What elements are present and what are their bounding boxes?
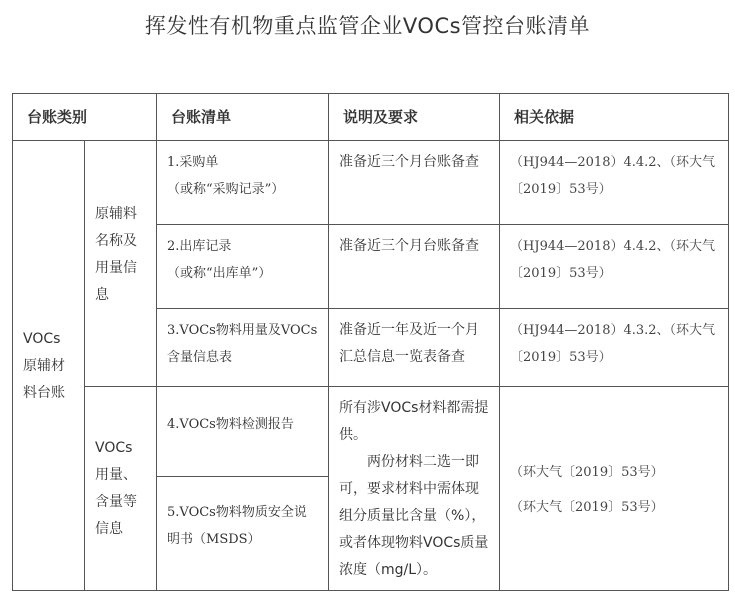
group1-label-cell (85, 141, 157, 387)
category-label: VOCs原辅材料台账 (23, 331, 65, 401)
requirement-cell (329, 225, 500, 309)
ledger-table (12, 93, 729, 591)
item-cell (157, 225, 329, 309)
item-subtitle: （或称“采购记录”） (167, 182, 285, 197)
item-cell (157, 387, 329, 477)
page-title: 挥发性有机物重点监管企业VOCs管控台账清单 (144, 14, 591, 38)
requirement-cell (329, 309, 500, 387)
group2-label: VOCs用量、含量等信息 (95, 440, 137, 537)
table-header-row (13, 94, 729, 141)
item-subtitle: （或称“出库单”） (167, 266, 272, 281)
requirement-text: 所有涉VOCs材料都需提供。 (339, 400, 489, 443)
requirement-text: 两份材料二选一即可，要求材料中需体现组分质量比含量（%），或者体现物料VOCs质量浓度（mg/L）。 (339, 454, 489, 578)
header-basis: 相关依据 (500, 94, 729, 141)
item-title: 4.VOCs物料检测报告 (167, 417, 294, 432)
basis-text: （HJ944—2018）4.4.2、（环大气〔2019〕53号） (510, 155, 716, 197)
basis-cell (500, 309, 729, 387)
table-row (13, 387, 729, 477)
header-list: 台账清单 (157, 94, 329, 141)
basis-cell (500, 141, 729, 225)
item-title: 1.采购单 (167, 155, 219, 170)
group1-label: 原辅料名称及用量信息 (95, 206, 137, 303)
category-cell (13, 141, 85, 591)
header-category: 台账类别 (13, 94, 157, 141)
item-title: 2.出库记录 (167, 239, 232, 254)
requirement-text: 准备近三个月台账备查 (339, 238, 480, 254)
requirement-text: 准备近一年及近一个月汇总信息一览表备查 (339, 322, 480, 365)
item-cell (157, 309, 329, 387)
item-cell (157, 141, 329, 225)
requirement-text: 准备近三个月台账备查 (339, 154, 480, 170)
requirement-cell (329, 387, 500, 591)
basis-cell (500, 225, 729, 309)
table-row (13, 141, 729, 225)
basis-cell (500, 387, 729, 591)
requirement-cell (329, 141, 500, 225)
item-title: 3.VOCs物料用量及VOCs含量信息表 (167, 323, 318, 365)
basis-text: （环大气〔2019〕53号） (510, 464, 664, 480)
group2-label-cell (85, 387, 157, 591)
basis-text: （HJ944—2018）4.4.2、（环大气〔2019〕53号） (510, 239, 716, 281)
basis-text: （环大气〔2019〕53号） (510, 499, 664, 515)
item-title: 5.VOCs物料物质安全说明书（MSDS） (167, 504, 307, 547)
item-cell (157, 476, 329, 591)
header-requirement: 说明及要求 (329, 94, 500, 141)
basis-text: （HJ944—2018）4.3.2、（环大气〔2019〕53号） (510, 323, 716, 365)
